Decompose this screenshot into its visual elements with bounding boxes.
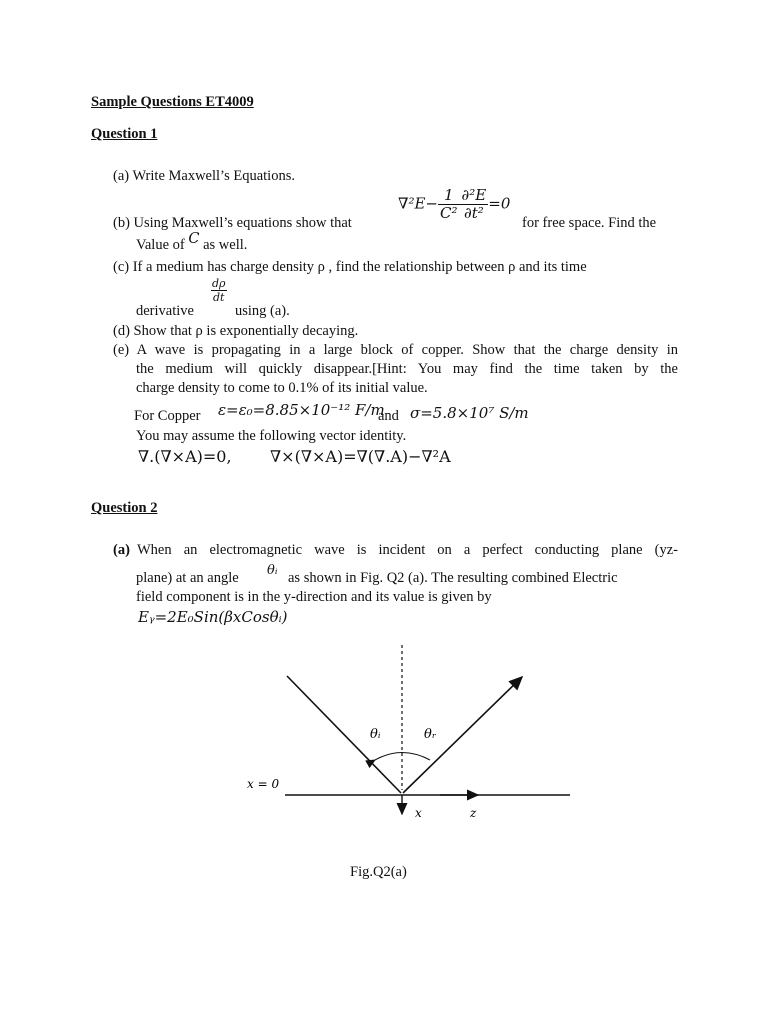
q2-part-a-line1: When an electromagnetic wave is incident on a perfect conducting plane (yz- (137, 542, 678, 558)
reflected-ray (403, 677, 522, 793)
q1-part-e-line3: charge density to come to 0.1% of its initial value. (136, 380, 428, 396)
theta-i-label: θᵢ (370, 727, 381, 742)
wave-eq-lhs: ∇²E− (398, 194, 439, 213)
copper-permittivity: ε=ε₀=8.85×10⁻¹² F/m (218, 401, 385, 419)
document-title: Sample Questions ET4009 (91, 94, 254, 110)
question-1-heading: Question 1 (91, 126, 158, 142)
copper-and: and (378, 408, 399, 424)
z-label: z (470, 806, 477, 820)
wave-eq-fraction-1: $\frac{1}{\text{C²}}$ (440, 186, 458, 222)
vector-identity-2: ∇×(∇×A)=∇(∇.A)−∇²A (270, 447, 451, 466)
q1-part-b-suffix: for free space. Find the (522, 215, 657, 231)
q1-part-a: (a) Write Maxwell’s Equations. (113, 168, 295, 184)
figure-caption: Fig.Q2(a) (350, 864, 407, 880)
q1-part-e-line2: the medium will quickly disappear.[Hint: You may find the time taken by the (136, 361, 678, 377)
q1-part-b-line2: Value of C as well. (136, 231, 248, 253)
wave-eq-fraction-2: $\frac{\text{∂²E}}{\text{∂t²}}$ (461, 186, 487, 222)
copper-label: For Copper (134, 408, 201, 424)
question-2-heading: Question 2 (91, 500, 158, 516)
q2-part-a-line2-post: as shown in Fig. Q2 (a). The resulting combined Electric (288, 570, 618, 586)
q1-part-c-line1: (c) If a medium has charge density ρ , find the relationship between ρ and its time (113, 259, 587, 275)
vector-identity-1: ∇.(∇×A)=0, (138, 447, 232, 466)
q2-theta-i-inline: θᵢ (267, 563, 278, 578)
incident-ray (287, 676, 401, 793)
q2-part-a-line2-pre: plane) at an angle (136, 570, 239, 586)
copper-conductivity: σ=5.8×10⁷ S/m (410, 404, 529, 422)
vector-identity-note: You may assume the following vector identity. (136, 428, 407, 444)
wave-eq-rhs: =0 (488, 194, 511, 213)
c-derivative-fraction: dρ dt (212, 277, 226, 304)
q1-part-c-line2-post: using (a). (235, 303, 290, 319)
q2-part-a-line3: field component is in the y-direction and its value is given by (136, 589, 492, 605)
q2-part-a-label: (a) (113, 542, 130, 558)
q1-part-e-line1: (e) A wave is propagating in a large block of copper. Show that the charge density in (113, 342, 678, 358)
theta-r-label: θᵣ (424, 727, 437, 742)
x-equals-zero-label: x = 0 (247, 777, 280, 791)
q1-part-d: (d) Show that ρ is exponentially decaying. (113, 323, 359, 339)
q1-part-b-prefix: (b) Using Maxwell’s equations show that (113, 215, 352, 231)
ey-formula: Eᵧ=2E₀Sin(βxCosθᵢ) (138, 608, 288, 626)
x-label: x (415, 806, 422, 820)
q1-part-c-line2-pre: derivative (136, 303, 194, 319)
